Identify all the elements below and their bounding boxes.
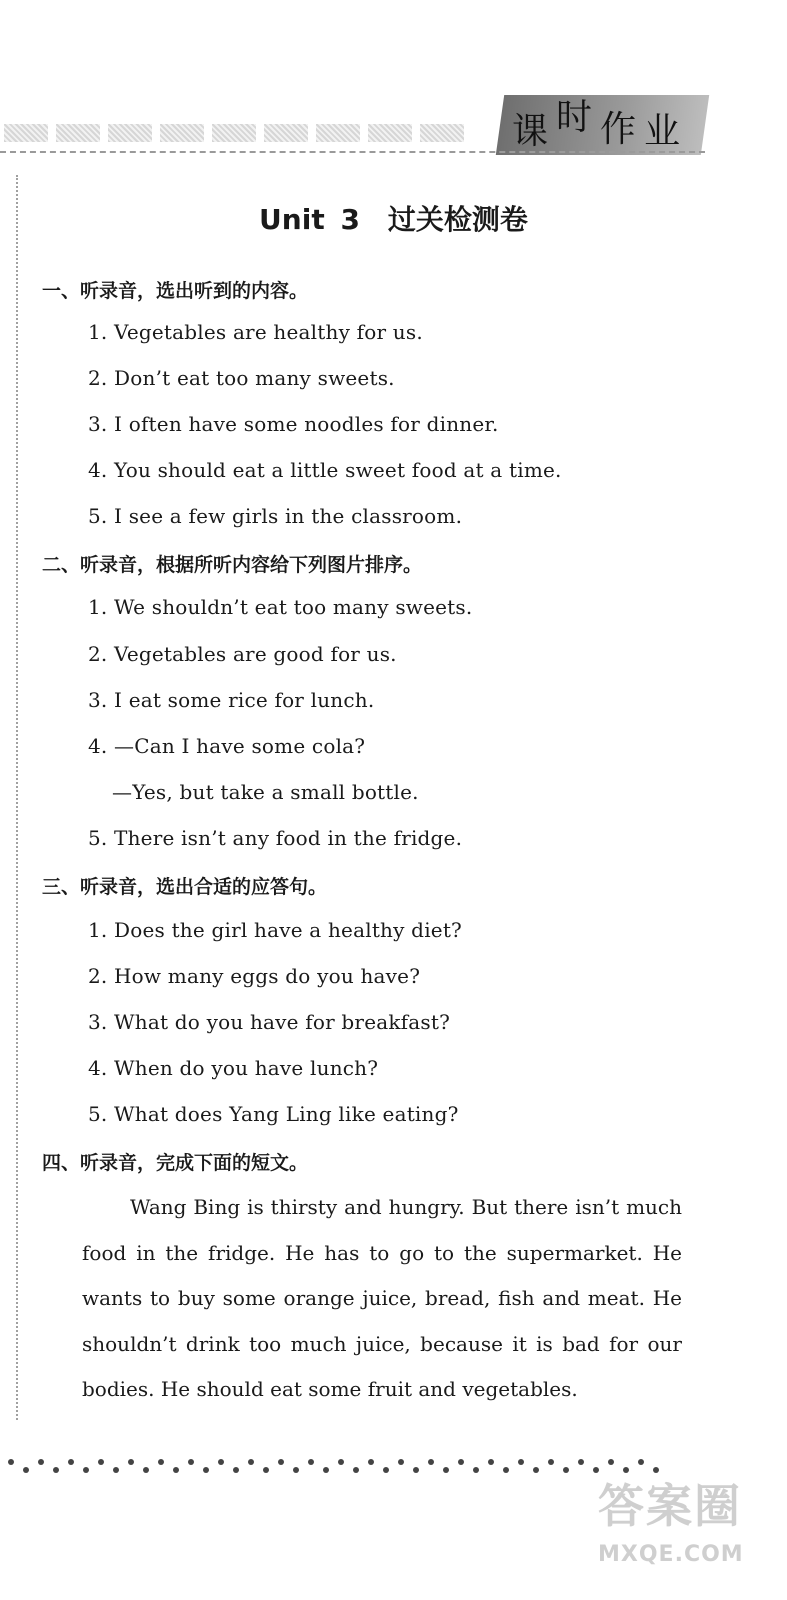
section-3-item: 4. When do you have lunch? [88,1056,379,1080]
footer-dot [83,1467,89,1473]
footer-dot [398,1459,404,1465]
header-char: 时 [556,97,601,138]
section-3-heading: 三、听录音，选出合适的应答句。 [42,876,328,898]
header-char: 课 [512,111,557,152]
section-2-item: 3. I eat some rice for lunch. [88,688,375,712]
header-stripe [108,124,152,142]
section-3-item: 5. What does Yang Ling like eating? [88,1102,459,1126]
section-3-item: 1. Does the girl have a healthy diet? [88,918,462,942]
footer-dot [548,1459,554,1465]
footer-dot [263,1467,269,1473]
header-stripe [56,124,100,142]
footer-dot [188,1459,194,1465]
header-divider [0,151,705,153]
footer-dot [518,1459,524,1465]
footer-dot [383,1467,389,1473]
section-1-item: 3. I often have some noodles for dinner. [88,412,499,436]
footer-dot [68,1459,74,1465]
section-2-item: 5. There isn’t any food in the fridge. [88,826,463,850]
footer-dot [23,1467,29,1473]
section-2-item: 2. Vegetables are good for us. [88,642,397,666]
header-stripe [160,124,204,142]
header-stripe [264,124,308,142]
footer-dot [458,1459,464,1465]
section-2-item: —Yes, but take a small bottle. [112,780,419,804]
section-2-item: 4. —Can I have some cola? [88,734,366,758]
section-3-item: 3. What do you have for breakfast? [88,1010,451,1034]
header-decorative-band [0,118,510,144]
footer-dot [248,1459,254,1465]
footer-dot [368,1459,374,1465]
footer-dot [413,1467,419,1473]
footer-dot [278,1459,284,1465]
footer-dot [533,1467,539,1473]
footer-dot [128,1459,134,1465]
footer-dot [353,1467,359,1473]
footer-dot-border [8,1455,668,1479]
header-char: 作 [600,109,645,150]
footer-dot [473,1467,479,1473]
section-4-heading: 四、听录音，完成下面的短文。 [42,1152,309,1174]
section-1-item: 1. Vegetables are healthy for us. [88,320,423,344]
header-stripe [368,124,412,142]
footer-dot [308,1459,314,1465]
footer-dot [218,1459,224,1465]
section-1-item: 5. I see a few girls in the classroom. [88,504,463,528]
watermark-url: MXQE.COM [598,1542,744,1567]
footer-dot [113,1467,119,1473]
footer-dot [38,1459,44,1465]
footer-dot [443,1467,449,1473]
footer-dot [608,1459,614,1465]
footer-dot [578,1459,584,1465]
header-stripe [420,124,464,142]
section-1-heading: 一、听录音，选出听到的内容。 [42,280,309,302]
header-char: 业 [644,111,689,152]
footer-dot [233,1467,239,1473]
watermark-text: 答案圈 [598,1479,742,1533]
section-2-item: 1. We shouldn’t eat too many sweets. [88,595,473,619]
footer-dot [53,1467,59,1473]
footer-dot [488,1459,494,1465]
header-stripe [4,124,48,142]
footer-dot [203,1467,209,1473]
footer-dot [293,1467,299,1473]
footer-dot [98,1459,104,1465]
section-4-paragraph: Wang Bing is thirsty and hungry. But there isn’t much food in the fridge. He has to go to the supermarket. He wants to buy some orange juice, bread, fish and meat. He shouldn’t drink too much juice, because it is bad for our bodies. He should eat some fruit and vegetables. [82,1195,682,1401]
header-stripe [212,124,256,142]
footer-dot [158,1459,164,1465]
watermark-logo [598,1470,778,1580]
section-3-item: 2. How many eggs do you have? [88,964,421,988]
footer-dot [323,1467,329,1473]
footer-dot [338,1459,344,1465]
footer-dot [503,1467,509,1473]
footer-dot [143,1467,149,1473]
section-2-heading: 二、听录音，根据所听内容给下列图片排序。 [42,554,423,576]
header-label [512,98,702,154]
footer-dot [173,1467,179,1473]
section-1-item: 2. Don’t eat too many sweets. [88,366,395,390]
footer-dot [8,1459,14,1465]
page-title: Unit 3 过关检测卷 [259,203,528,236]
footer-dot [563,1467,569,1473]
section-1-item: 4. You should eat a little sweet food at a time. [88,458,562,482]
footer-dot [428,1459,434,1465]
footer-dot [638,1459,644,1465]
margin-dotted-line [16,175,18,1420]
header-stripe [316,124,360,142]
